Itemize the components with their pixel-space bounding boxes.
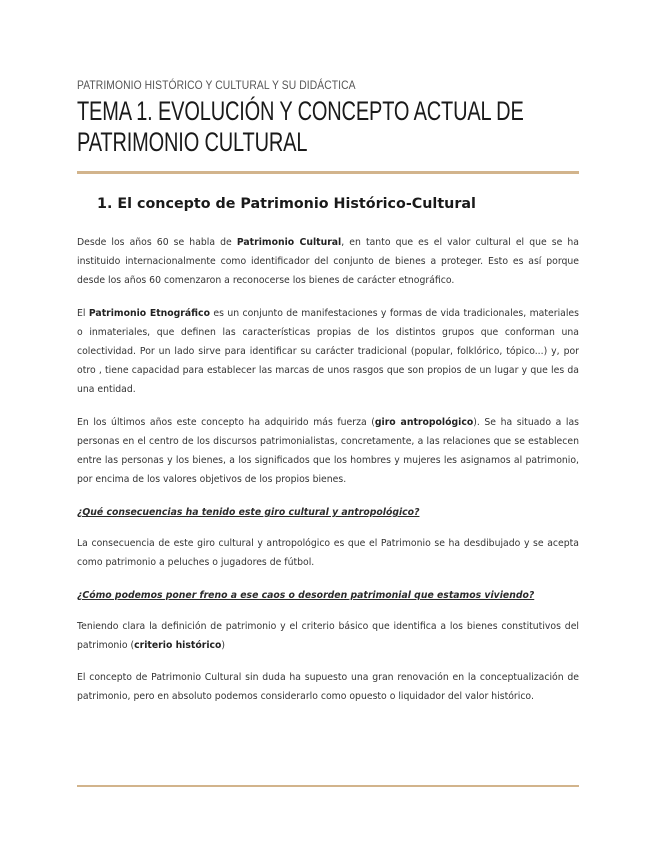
paragraph-2-bold: Patrimonio Etnográfico xyxy=(88,308,210,319)
document-body xyxy=(77,233,579,706)
paragraph-1-text-c: , en tanto que es el valor cultural el que se ha instituido internacionalmente como identificador del conjunto de bienes a proteger. Esto es así porque desde los años 60 comenzaron a reconocerse los bienes de carácter etnográfico. xyxy=(77,237,579,286)
paragraph-2 xyxy=(77,304,579,399)
paragraph-2-text-c: es un conjunto de manifestaciones y formas de vida tradicionales, materiales o inmateriales, que definen las características propias de los distintos grupos que conforman una colectividad. Por un lado sirve para identificar su carácter tradicional (popular, folklórico, tópico...) y, por otro , tiene capacidad para establecer las marcas de unos rasgos que son propios de un lugar y que les da una entidad. xyxy=(77,308,579,395)
paragraph-1 xyxy=(77,233,579,290)
paragraph-5 xyxy=(77,617,579,655)
paragraph-3-text-c: ). Se ha situado a las personas en el centro de los discursos patrimonialistas, concretamente, a las relaciones que se establecen entre las personas y los bienes, a los significados que los hombres y mujeres les asignamos al patrimonio, por encima de los valores objetivos de los propios bienes. xyxy=(77,417,579,485)
document-page xyxy=(77,0,579,848)
course-kicker: PATRIMONIO HISTÓRICO Y CULTURAL Y SU DIDÁCTICA xyxy=(77,78,356,92)
question-2: ¿Cómo podemos poner freno a ese caos o desorden patrimonial que estamos viviendo? xyxy=(77,590,535,601)
section-heading: 1. El concepto de Patrimonio Histórico-Cultural xyxy=(97,196,476,212)
paragraph-3-bold: giro antropológico xyxy=(374,417,474,428)
bottom-divider xyxy=(77,785,579,787)
paragraph-4: La consecuencia de este giro cultural y antropológico es que el Patrimonio se ha desdibujado y se acepta como patrimonio a peluches o jugadores de fútbol. xyxy=(77,538,579,568)
paragraph-1-bold: Patrimonio Cultural xyxy=(236,237,342,248)
paragraph-5-text-a: Teniendo clara la definición de patrimonio y el criterio básico que identifica a los bienes constitutivos del patrimonio ( xyxy=(77,621,579,651)
page-title xyxy=(77,96,580,158)
page-title-line-2: PATRIMONIO CULTURAL xyxy=(77,127,308,157)
paragraph-2-text-a: El xyxy=(77,308,89,319)
question-1: ¿Qué consecuencias ha tenido este giro cultural y antropológico? xyxy=(77,507,420,518)
paragraph-3 xyxy=(77,413,579,489)
page-title-line-1: TEMA 1. EVOLUCIÓN Y CONCEPTO ACTUAL DE xyxy=(77,96,524,126)
paragraph-5-text-c: ) xyxy=(221,640,226,651)
paragraph-3-text-a: En los últimos años este concepto ha adquirido más fuerza ( xyxy=(77,417,375,428)
top-divider xyxy=(77,171,579,174)
paragraph-1-text-a: Desde los años 60 se habla de xyxy=(77,237,237,248)
paragraph-6: El concepto de Patrimonio Cultural sin duda ha supuesto una gran renovación en la conceptualización de patrimonio, pero en absoluto podemos considerarlo como opuesto o liquidador del valor histórico. xyxy=(77,672,579,702)
paragraph-5-bold: criterio histórico xyxy=(134,640,222,651)
